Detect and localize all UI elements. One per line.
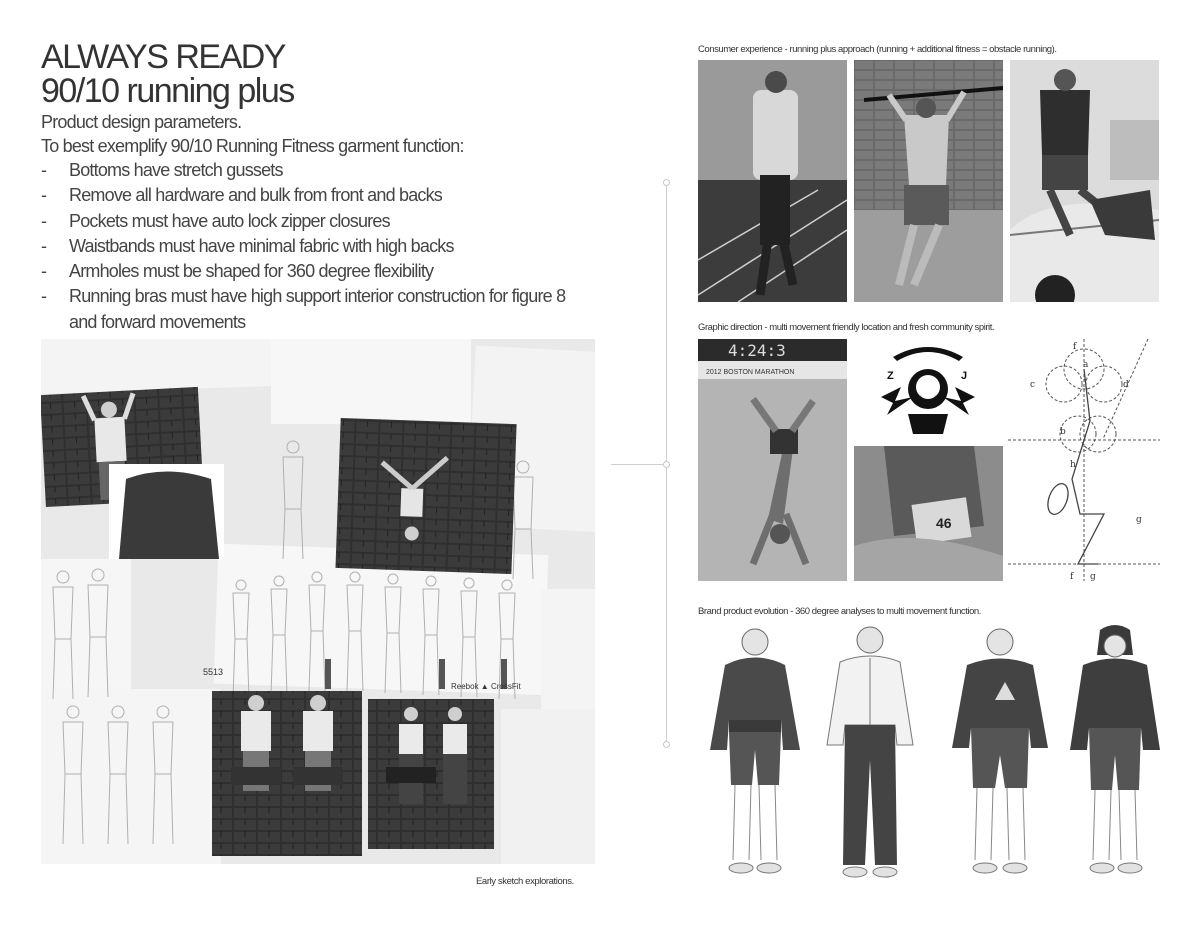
section-label-graphic: Graphic direction - multi movement friendly location and fresh community spirit.	[698, 322, 995, 333]
timeline-connector	[611, 464, 663, 465]
logo-letter-z: Z	[887, 370, 894, 382]
photo-pullup-wall	[854, 60, 1003, 302]
figure-dark-jacket	[710, 629, 800, 873]
param-item: - Waistbands must have minimal fabric with high backs	[41, 234, 571, 259]
timeline-dot-bottom	[663, 741, 670, 748]
diagram-label-g-mid: g	[1136, 515, 1142, 525]
photo-runner-track	[698, 60, 847, 302]
diagram-label-h: h	[1070, 460, 1076, 470]
print-number: 5513	[203, 667, 224, 677]
diagram-label-c: c	[1030, 380, 1036, 390]
sketch-wall-illustration	[41, 339, 595, 864]
logo-letter-j: J	[961, 370, 968, 382]
clock-readout: 4:24:3	[728, 341, 786, 360]
product-evolution-illustrations	[705, 620, 1165, 890]
figure-white-jacket	[827, 627, 913, 877]
title-line-2: 90/10 running plus	[41, 72, 294, 110]
marathon-banner: 2012 BOSTON MARATHON	[706, 369, 795, 376]
photo-car-jump	[1010, 60, 1159, 302]
params-intro: To best exemplify 90/10 Running Fitness garment function:	[41, 136, 464, 156]
page-title	[41, 40, 294, 108]
param-item: - Remove all hardware and bulk from front and backs	[41, 183, 571, 208]
param-item: - Armholes must be shaped for 360 degree flexibility	[41, 259, 571, 284]
diagram-label-d: d	[1123, 380, 1129, 390]
param-item: - Bottoms have stretch gussets	[41, 158, 571, 183]
figure-hoodie	[1070, 625, 1160, 873]
bib-number: 46	[936, 515, 952, 531]
timeline-dot-top	[663, 179, 670, 186]
figure-logo-top	[952, 629, 1048, 873]
sketch-wall-photo	[41, 339, 595, 864]
diagram-label-f-top: f	[1073, 342, 1077, 352]
section-label-consumer: Consumer experience - running plus approach (running + additional fitness = obstacle running).	[698, 44, 1057, 55]
diagram-label-a: a	[1083, 360, 1089, 370]
print-label: Reebok ▲ CrossFit	[451, 682, 521, 691]
title-line-1: ALWAYS READY	[41, 38, 285, 76]
photo-boston-marathon	[698, 339, 847, 581]
community-logo	[873, 339, 983, 439]
section-label-brand: Brand product evolution - 360 degree analyses to multi movement function.	[698, 606, 981, 617]
diagram-label-f-bottom: f	[1070, 572, 1074, 581]
diagram-label-g-bottom: g	[1090, 572, 1096, 581]
movement-analysis-diagram	[1008, 339, 1160, 581]
params-list	[41, 158, 571, 335]
params-heading-block	[41, 110, 464, 158]
photo-runner-bib	[854, 446, 1003, 581]
timeline-dot-middle	[663, 461, 670, 468]
collage-caption: Early sketch explorations.	[476, 876, 574, 887]
param-item: - Pockets must have auto lock zipper closures	[41, 209, 571, 234]
diagram-label-b: b	[1060, 427, 1066, 437]
param-item: - Running bras must have high support interior construction for figure 8 and forward movements	[41, 284, 571, 335]
params-heading: Product design parameters.	[41, 112, 242, 132]
